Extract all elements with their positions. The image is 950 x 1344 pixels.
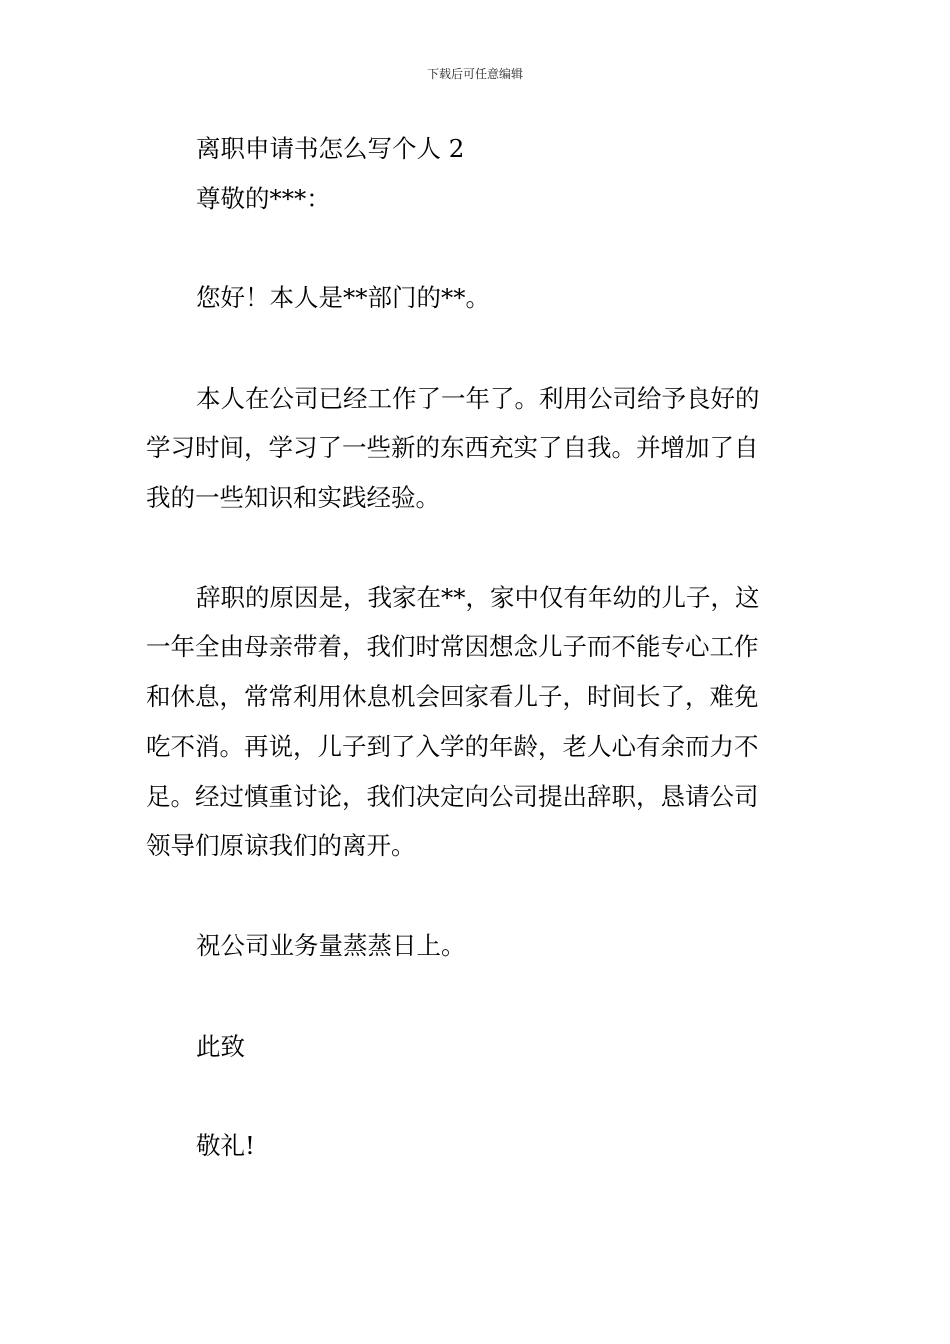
para1-line-3: 我的一些知识和实践经验。 bbox=[146, 483, 440, 512]
para2-line-3: 和休息，常常利用休息机会回家看儿子，时间长了，难免 bbox=[146, 682, 759, 711]
header-note: 下载后可任意编辑 bbox=[426, 67, 523, 81]
para2-line-2: 一年全由母亲带着，我们时常因想念儿子而不能专心工作 bbox=[146, 632, 759, 661]
para2-line-4: 吃不消。再说，儿子到了入学的年龄，老人心有余而力不 bbox=[146, 732, 759, 761]
salutation: 尊敬的***： bbox=[196, 184, 331, 213]
greeting: 您好！本人是**部门的**。 bbox=[196, 283, 490, 312]
para2-line-5: 足。经过慎重讨论，我们决定向公司提出辞职，恳请公司 bbox=[146, 782, 759, 811]
para1-line-1: 本人在公司已经工作了一年了。利用公司给予良好的 bbox=[196, 384, 760, 413]
closing-1: 此致 bbox=[196, 1032, 245, 1061]
closing-2: 敬礼! bbox=[196, 1131, 255, 1160]
document-title: 离职申请书怎么写个人 2 bbox=[196, 134, 465, 163]
wish: 祝公司业务量蒸蒸日上。 bbox=[196, 931, 466, 960]
para1-line-2: 学习时间，学习了一些新的东西充实了自我。并增加了自 bbox=[146, 433, 759, 462]
para2-line-1: 辞职的原因是，我家在**，家中仅有年幼的儿子，这 bbox=[196, 583, 760, 612]
para2-line-6: 领导们原谅我们的离开。 bbox=[146, 831, 416, 860]
